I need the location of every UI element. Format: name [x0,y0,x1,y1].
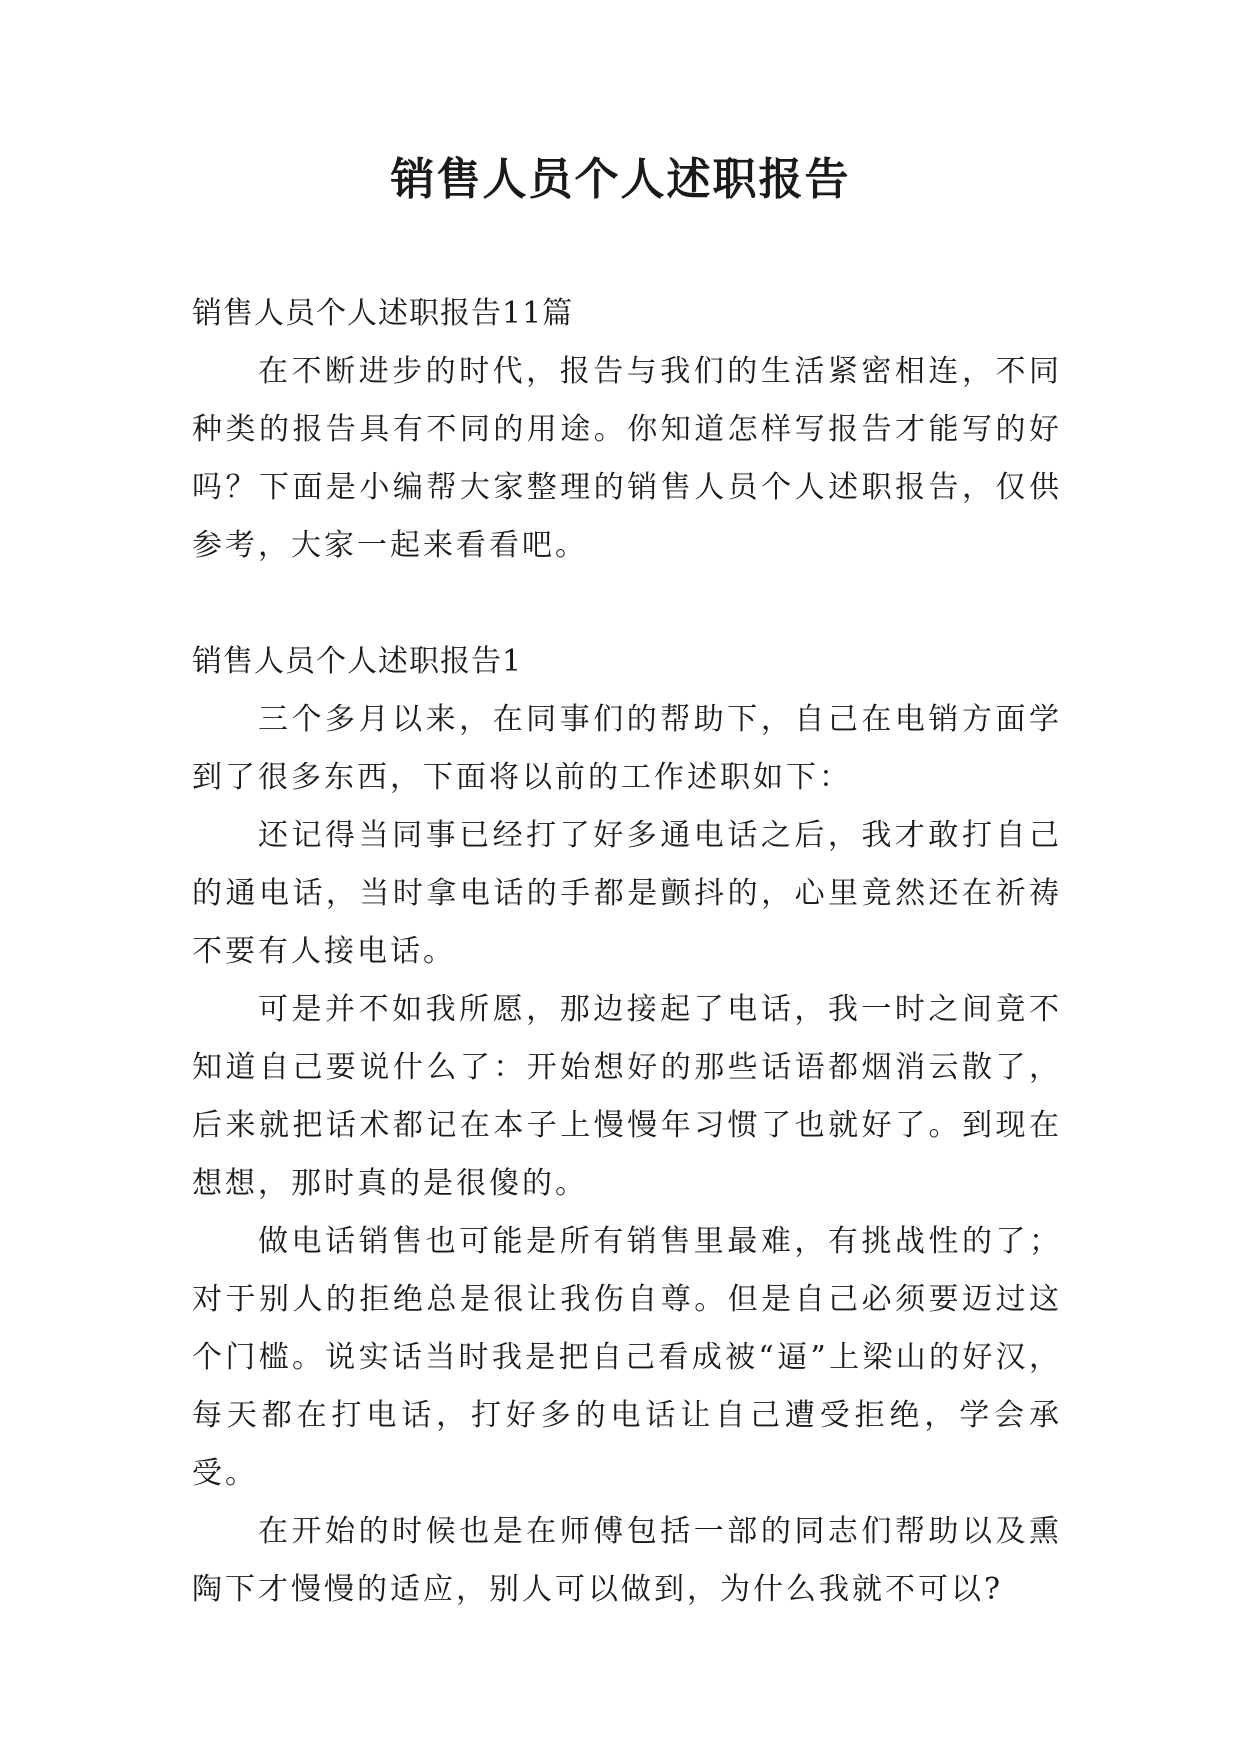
document-title: 销售人员个人述职报告 [390,154,851,205]
section-heading: 销售人员个人述职报告1 [192,644,523,679]
body-paragraph: 三个多月以来，在同事们的帮助下，自己在电销方面学到了很多东西，下面将以前的工作述职如下： [192,702,1062,795]
intro-paragraph: 在不断进步的时代，报告与我们的生活紧密相连，不同种类的报告具有不同的用途。你知道怎样写报告才能写的好吗？下面是小编帮大家整理的销售人员个人述职报告，仅供参考，大家一起来看看吧。 [192,354,1062,563]
section-spacer [192,575,1062,633]
body-paragraph: 可是并不如我所愿，那边接起了电话，我一时之间竟不知道自己要说什么了：开始想好的那些话语都烟消云散了，后来就把话术都记在本子上慢慢年习惯了也就好了。到现在想想，那时真的是很傻的。 [192,992,1062,1201]
body-paragraph: 还记得当同事已经打了好多通电话之后，我才敢打自己的通电话，当时拿电话的手都是颤抖的，心里竟然还在祈祷不要有人接电话。 [192,818,1062,969]
document-subtitle: 销售人员个人述职报告11篇 [192,296,574,331]
body-paragraph: 做电话销售也可能是所有销售里最难，有挑战性的了；对于别人的拒绝总是很让我伤自尊。但是自己必须要迈过这个门槛。说实话当时我是把自己看成被“逼”上梁山的好汉，每天都在打电话，打好多的电话让自己遭受拒绝，学会承受。 [192,1224,1062,1491]
body-paragraph: 在开始的时候也是在师傅包括一部的同志们帮助以及熏陶下才慢慢的适应，别人可以做到，为什么我就不可以? [192,1514,1062,1607]
document-body [192,285,1062,1619]
